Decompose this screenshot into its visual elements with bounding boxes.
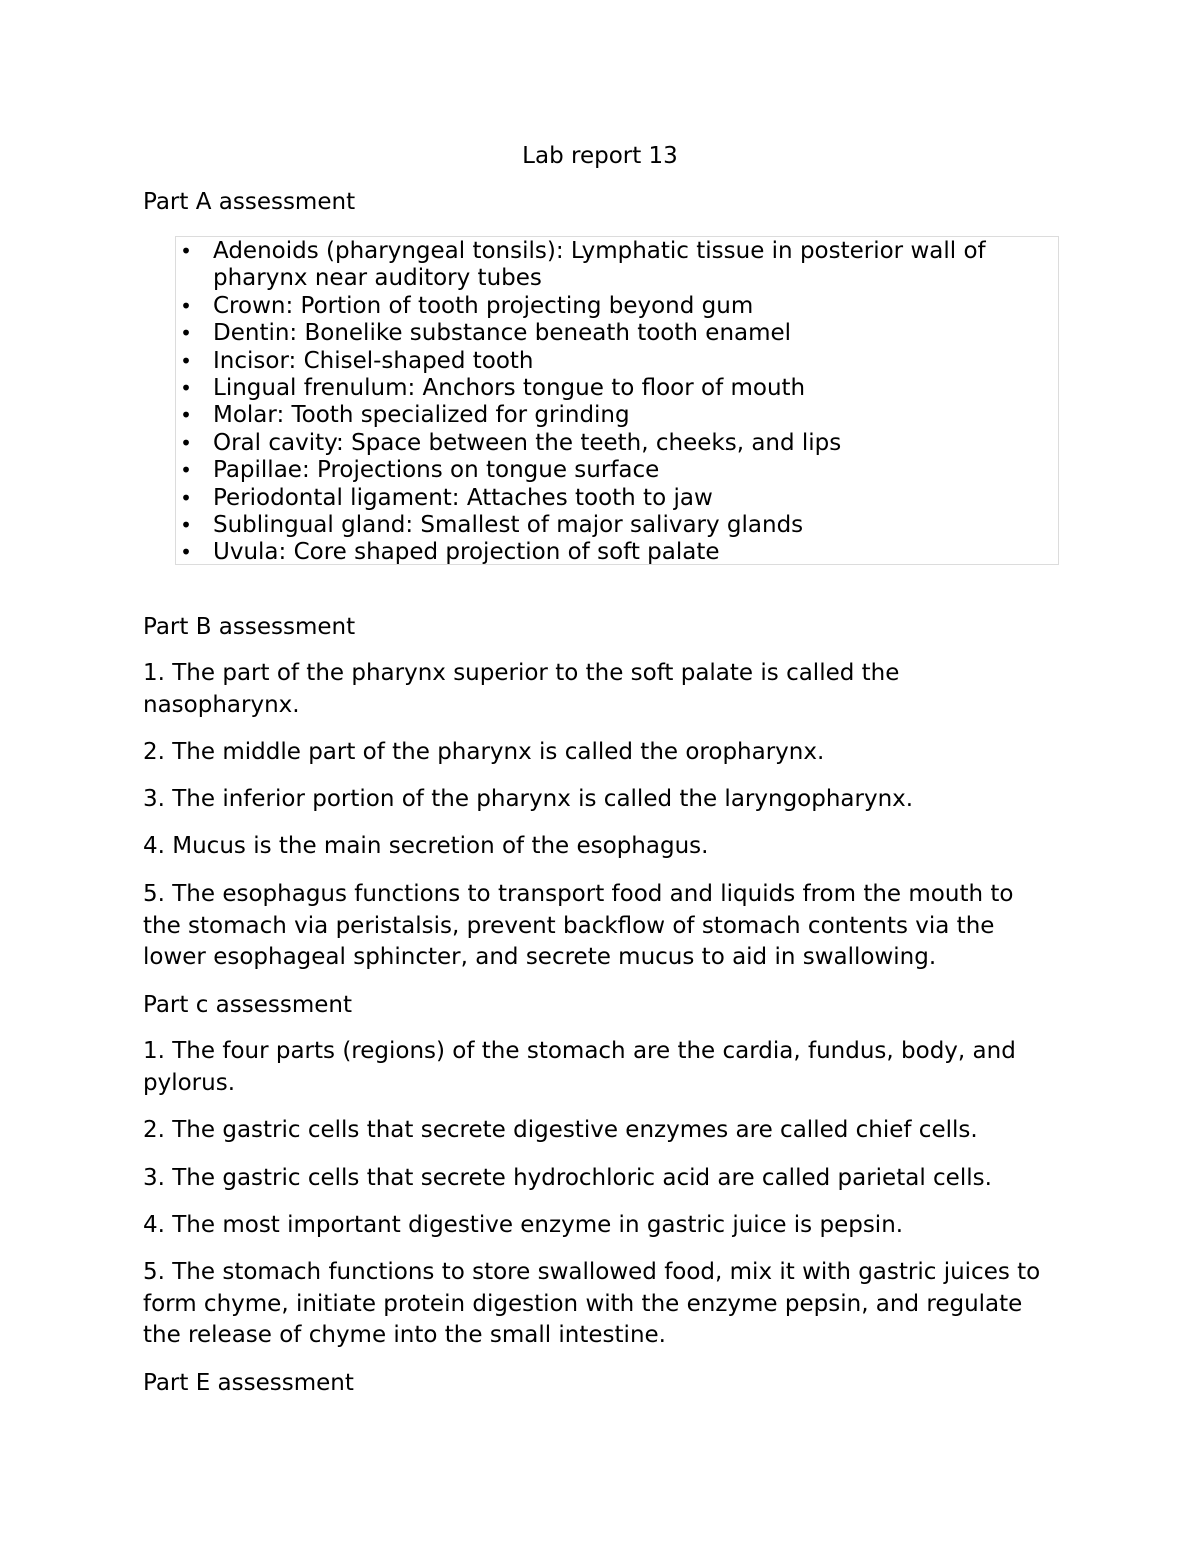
term-text: Uvula: Core shaped projection of soft palate: [213, 539, 720, 566]
part-b-heading: Part B assessment: [143, 614, 356, 640]
part-a-term-box: [175, 236, 1059, 565]
term-item: [176, 402, 1058, 429]
part-a-term-list: [176, 238, 1058, 567]
bullet-icon: •: [180, 293, 192, 318]
bullet-icon: •: [180, 376, 192, 401]
part-c-answer-5: 5. The stomach functions to store swallowed food, mix it with gastric juices to form chyme, initiate protein digestion with the enzyme pepsin, and regulate the release of chyme into the small intestine.: [143, 1259, 1041, 1348]
bullet-icon: •: [180, 430, 192, 455]
term-text: Adenoids (pharyngeal tonsils): Lymphatic tissue in posterior wall of pharynx near auditory tubes: [213, 238, 986, 292]
term-text: Crown: Portion of tooth projecting beyond gum: [213, 292, 754, 319]
term-item: [176, 512, 1058, 539]
term-item: [176, 375, 1058, 402]
term-item: [176, 293, 1058, 320]
part-b-answer-1: 1. The part of the pharynx superior to the soft palate is called the nasopharynx.: [143, 660, 900, 718]
term-text: Periodontal ligament: Attaches tooth to jaw: [213, 484, 713, 511]
term-text: Lingual frenulum: Anchors tongue to floor of mouth: [213, 375, 806, 402]
part-c-heading: Part c assessment: [143, 992, 352, 1018]
bullet-icon: •: [180, 321, 192, 346]
term-text: Dentin: Bonelike substance beneath tooth enamel: [213, 320, 792, 347]
bullet-icon: •: [180, 458, 192, 483]
term-text: Molar: Tooth specialized for grinding: [213, 402, 630, 429]
part-c-answer-1: 1. The four parts (regions) of the stomach are the cardia, fundus, body, and pylorus.: [143, 1038, 1016, 1096]
part-c-answer-3: 3. The gastric cells that secrete hydrochloric acid are called parietal cells.: [143, 1165, 992, 1191]
term-item: [176, 238, 1058, 293]
term-text: Oral cavity: Space between the teeth, cheeks, and lips: [213, 429, 842, 456]
bullet-icon: •: [180, 403, 192, 428]
part-b-answer-4: 4. Mucus is the main secretion of the esophagus.: [143, 833, 709, 859]
part-b-answer-5: 5. The esophagus functions to transport food and liquids from the mouth to the stomach via peristalsis, prevent backflow of stomach contents via the lower esophageal sphincter, and secrete mucus to aid in swallowing.: [143, 881, 1014, 970]
term-text: Incisor: Chisel-shaped tooth: [213, 347, 534, 374]
bullet-icon: •: [180, 348, 192, 373]
part-a-heading: Part A assessment: [143, 189, 356, 215]
term-text: Sublingual gland: Smallest of major salivary glands: [213, 512, 804, 539]
bullet-icon: •: [180, 513, 192, 538]
term-item: [176, 539, 1058, 566]
term-text: Papillae: Projections on tongue surface: [213, 457, 660, 484]
term-item: [176, 485, 1058, 512]
term-item: [176, 457, 1058, 484]
bullet-icon: •: [180, 485, 192, 510]
bullet-icon: •: [180, 540, 192, 565]
part-e-heading: Part E assessment: [143, 1370, 354, 1396]
bullet-icon: •: [180, 239, 192, 263]
term-item: [176, 430, 1058, 457]
term-item: [176, 320, 1058, 347]
part-c-answer-4: 4. The most important digestive enzyme in gastric juice is pepsin.: [143, 1212, 904, 1238]
term-item: [176, 348, 1058, 375]
part-b-answer-2: 2. The middle part of the pharynx is called the oropharynx.: [143, 739, 825, 765]
document-title: Lab report 13: [522, 143, 678, 169]
part-b-answer-3: 3. The inferior portion of the pharynx is called the laryngopharynx.: [143, 786, 914, 812]
part-c-answer-2: 2. The gastric cells that secrete digestive enzymes are called chief cells.: [143, 1117, 978, 1143]
